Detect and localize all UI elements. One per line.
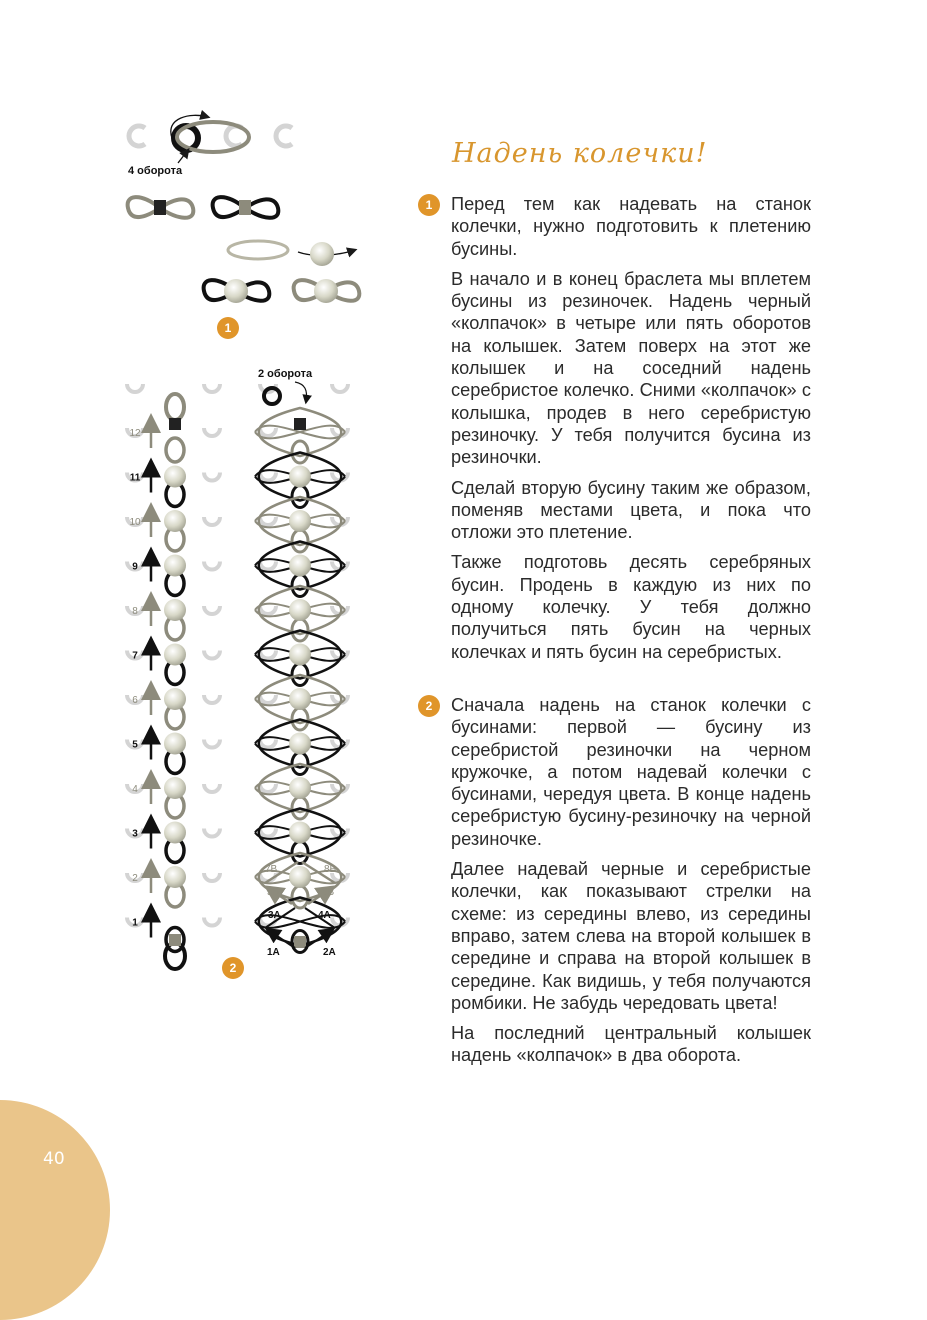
- row-number: 12: [129, 428, 141, 439]
- silver-band-icon: [228, 241, 288, 259]
- chain-link-icon: [166, 438, 184, 462]
- peg-icon: [204, 562, 220, 570]
- bead-icon: [289, 688, 311, 710]
- bead-icon: [164, 644, 186, 666]
- section-1: [425, 193, 811, 671]
- paragraph: На последний центральный колышек надень «колпачок» в два оборота.: [451, 1023, 811, 1066]
- peg-icon: [260, 473, 276, 481]
- peg-icon: [260, 517, 276, 525]
- paragraph: Сделай вторую бусину таким же образом, поменяв местами цвета, и пока что отложи это плетение.: [451, 477, 811, 543]
- label-2a: 2A: [323, 947, 336, 958]
- label-5b: 5B: [267, 887, 280, 898]
- paragraph: Также подготовь десять серебряных бусин. Продень в каждую из них по одному колечку. У тебя должно получиться пять бусин на черных колечках и пять бусин на серебристых.: [451, 552, 811, 662]
- bead-icon: [164, 733, 186, 755]
- paragraph: Далее надевай черные и серебристые колечки, как показывают стрелки на схеме: из середины влево, из середины вправо, затем слева на второй колышек в середине и справа на второй колышек в середине. Как видишь, у тебя получаются ромбики. Не забудь чередовать цвета!: [451, 859, 811, 1013]
- peg-icon: [260, 651, 276, 659]
- bead-icon: [289, 644, 311, 666]
- peg-icon: [204, 918, 220, 926]
- bead-icon: [289, 510, 311, 532]
- silver-band-icon: [177, 122, 249, 152]
- peg-icon: [204, 829, 220, 837]
- label-3a: 3A: [268, 910, 281, 921]
- peg-icon: [276, 126, 292, 146]
- bead-icon: [289, 733, 311, 755]
- wrap-icon: [169, 934, 181, 946]
- page-number: 40: [43, 1149, 65, 1169]
- wrap-icon: [294, 418, 306, 430]
- row-number: 2: [132, 873, 138, 884]
- peg-icon: [204, 384, 220, 392]
- page-title: Надень колечки!: [452, 138, 708, 169]
- bead-icon: [289, 777, 311, 799]
- label-4a: 4A: [318, 910, 331, 921]
- step-badge: 1: [418, 194, 440, 216]
- row-number: 5: [132, 739, 138, 751]
- peg-icon: [204, 651, 220, 659]
- row-number: 4: [132, 784, 138, 795]
- peg-icon: [260, 428, 276, 436]
- curved-arrow-icon: [295, 382, 307, 402]
- peg-icon: [204, 873, 220, 881]
- paragraph: В начало и в конец браслета мы вплетем бусины из резиночек. Надень черный «колпачок» в четыре или пять оборотов на колышек. Затем поверх на этот же колышек и на соседний надень серебристое колечко. Сними «колпачок» с колышка, продев в него серебристую резиночку. У тебя получится бусина из резиночки.: [451, 268, 811, 468]
- bead-icon: [310, 242, 334, 266]
- peg-icon: [260, 740, 276, 748]
- bead-icon: [164, 688, 186, 710]
- peg-icon: [204, 473, 220, 481]
- row-number: 8: [132, 606, 138, 617]
- bead-icon: [164, 866, 186, 888]
- label-8b: 8B: [324, 864, 337, 875]
- page-corner-decoration: [0, 1100, 110, 1320]
- bead-icon: [289, 599, 311, 621]
- row-number: 3: [132, 828, 138, 840]
- section-2: [425, 694, 811, 1075]
- peg-icon: [332, 384, 348, 392]
- paragraph: Сначала надень на станок колечки с бусинами: первой — бусину из серебристой резиночки на черном кружочке, а потом надевай колечки с бусинами, чередуя цвета. В конце надень серебристую бусину-резиночку на черной резиночке.: [451, 695, 811, 849]
- bead-icon: [289, 466, 311, 488]
- row-number: 1: [132, 917, 138, 929]
- end-loop-icon: [165, 943, 185, 969]
- peg-icon: [204, 606, 220, 614]
- four-turns-label: 4 оборота: [128, 165, 183, 177]
- bead-icon: [164, 822, 186, 844]
- bead-icon: [164, 466, 186, 488]
- label-1a: 1A: [267, 947, 280, 958]
- row-number: 7: [132, 650, 138, 662]
- end-loop-icon: [166, 394, 184, 420]
- peg-icon: [260, 784, 276, 792]
- wrap-icon: [294, 936, 306, 948]
- label-7b: 7B: [265, 864, 278, 875]
- peg-icon: [204, 517, 220, 525]
- silver-bow-with-bead-icon: [294, 279, 360, 303]
- two-turns-label: 2 оборота: [258, 368, 313, 380]
- peg-icon: [260, 562, 276, 570]
- peg-icon: [129, 126, 145, 146]
- peg-icon: [204, 428, 220, 436]
- peg-icon: [260, 829, 276, 837]
- peg-icon: [127, 384, 143, 392]
- label-6b: 6B: [322, 887, 335, 898]
- bead-icon: [289, 866, 311, 888]
- peg-icon: [204, 695, 220, 703]
- row-number: 10: [129, 517, 141, 528]
- row-number: 9: [132, 561, 138, 573]
- peg-icon: [204, 784, 220, 792]
- peg-icon: [260, 606, 276, 614]
- black-bow-with-silver-wrap-icon: [213, 197, 279, 218]
- bead-icon: [289, 822, 311, 844]
- paragraph: Перед тем как надевать на станок колечки, нужно подготовить к плетению бусины.: [451, 194, 811, 259]
- row-number: 11: [129, 472, 141, 484]
- peg-icon: [204, 740, 220, 748]
- bead-icon: [164, 510, 186, 532]
- bead-icon: [164, 555, 186, 577]
- bead-icon: [289, 555, 311, 577]
- black-bow-with-bead-icon: [204, 279, 270, 303]
- peg-icon: [260, 695, 276, 703]
- figure-2-badge: 2: [222, 957, 244, 979]
- bead-icon: [164, 599, 186, 621]
- row-number: 6: [132, 695, 138, 706]
- silver-bow-with-black-wrap-icon: [128, 197, 194, 218]
- figure-1-badge: 1: [217, 317, 239, 339]
- wrap-icon: [169, 418, 181, 430]
- step-badge: 2: [418, 695, 440, 717]
- bead-icon: [164, 777, 186, 799]
